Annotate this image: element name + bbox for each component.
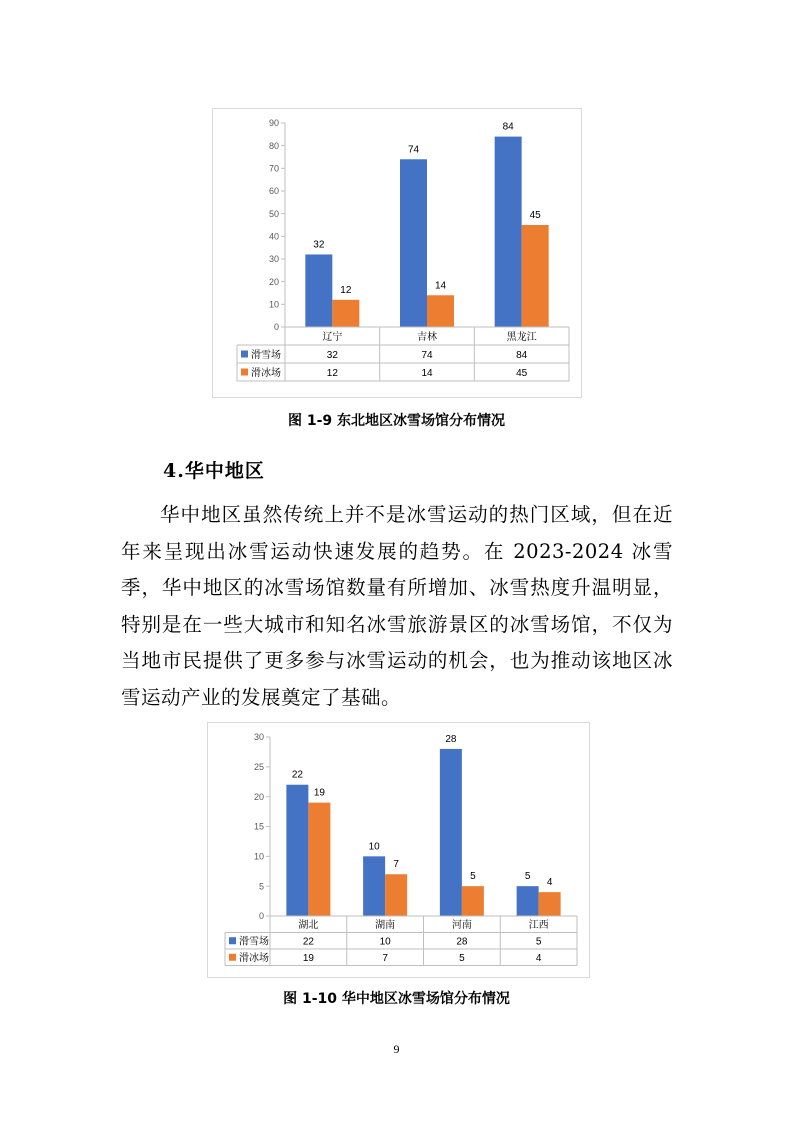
chart1-data-label: 84: [502, 121, 514, 133]
chart2-category-label: 江西: [528, 919, 549, 931]
chart2-bar-ski: [517, 886, 539, 916]
chart2-data-label: 4: [546, 877, 553, 889]
chart2-data-label: 28: [445, 733, 457, 745]
chart1-y-tick-label: 30: [268, 254, 279, 265]
chart-northeast-caption: 图 1-9 东北地区冰雪场馆分布情况: [287, 413, 506, 429]
chart1-bar-skate: [332, 300, 359, 327]
chart2-table-value: 10: [379, 936, 391, 948]
chart2-category-label: 湖北: [298, 919, 319, 931]
chart-northeast-svg: [213, 109, 581, 397]
chart1-table-value: 12: [326, 367, 338, 379]
chart1-y-tick-label: 70: [268, 163, 279, 174]
chart1-legend-label: 滑雪场: [251, 349, 281, 361]
section-heading: 4.华中地区: [163, 460, 265, 482]
chart2-table-value: 5: [535, 936, 542, 948]
chart1-table-value: 74: [421, 349, 433, 361]
chart1-data-label: 14: [434, 280, 447, 292]
chart1-y-tick-label: 40: [268, 231, 279, 242]
chart2-data-label: 19: [313, 787, 325, 799]
chart2-table-value: 19: [302, 952, 314, 964]
chart2-table-value: 7: [382, 952, 388, 964]
chart1-table-value: 14: [421, 367, 433, 379]
chart1-data-label: 12: [340, 284, 352, 296]
chart-northeast: [212, 108, 582, 398]
chart2-y-tick-label: 0: [258, 911, 264, 922]
chart2-category-label: 河南: [451, 919, 472, 931]
chart2-bar-skate: [539, 892, 561, 916]
chart1-category-label: 黑龙江: [506, 331, 537, 343]
chart2-data-label: 22: [291, 769, 303, 781]
chart2-legend-key-ski: [229, 937, 236, 944]
chart2-legend-label: 滑冰场: [239, 952, 269, 964]
chart2-bar-skate: [308, 803, 330, 916]
chart1-y-tick-label: 0: [273, 322, 279, 333]
chart1-bar-ski: [305, 254, 332, 327]
chart2-data-label: 5: [524, 871, 531, 883]
chart2-bar-ski: [286, 785, 308, 916]
chart2-y-tick-label: 5: [258, 881, 264, 892]
chart1-legend-label: 滑冰场: [251, 367, 281, 379]
chart1-y-tick-label: 50: [268, 208, 279, 219]
chart2-y-tick-label: 20: [253, 791, 264, 802]
chart1-bar-ski: [495, 137, 522, 327]
chart1-bar-ski: [400, 159, 427, 327]
chart2-y-tick-label: 15: [253, 821, 264, 832]
chart1-y-tick-label: 20: [268, 276, 279, 287]
chart2-legend-label: 滑雪场: [239, 936, 269, 948]
chart2-table-value: 4: [535, 952, 542, 964]
chart1-data-label: 74: [407, 144, 420, 156]
chart2-y-tick-label: 10: [253, 851, 264, 862]
chart2-y-tick-label: 25: [253, 761, 264, 772]
chart2-bar-ski: [440, 749, 462, 916]
chart2-data-label: 5: [470, 871, 476, 883]
page-number: 9: [393, 1042, 400, 1056]
chart1-legend-key-skate: [241, 369, 248, 376]
chart-central-svg: [208, 723, 589, 977]
chart2-bar-ski: [363, 856, 385, 916]
section-paragraph: 华中地区虽然传统上并不是冰雪运动的热门区域，但在近年来呈现出冰雪运动快速发展的趋势。在 2023-2024 冰雪季，华中地区的冰雪场馆数量有所增加、冰雪热度升温明显，特别是在一些大城市和知名冰雪旅游景区的冰雪场馆，不仅为当地市民提供了更多参与冰雪运动的机会，也为推动该地区冰雪运动产业的发展奠定了基础。: [121, 503, 673, 709]
chart1-y-tick-label: 60: [268, 186, 279, 197]
chart2-data-label: 7: [393, 859, 399, 871]
chart2-table-value: 28: [456, 936, 468, 948]
chart1-category-label: 吉林: [417, 331, 437, 343]
chart-central: [207, 722, 590, 978]
chart1-y-tick-label: 80: [268, 140, 279, 151]
chart2-bar-skate: [385, 874, 407, 916]
chart1-bar-skate: [427, 295, 454, 327]
chart2-table-value: 22: [302, 936, 314, 948]
chart1-bar-skate: [522, 225, 549, 327]
chart2-data-label: 10: [368, 841, 380, 853]
chart-central-caption: 图 1-10 华中地区冰雪场馆分布情况: [283, 991, 510, 1007]
chart1-y-tick-label: 10: [268, 299, 279, 310]
chart2-category-label: 湖南: [375, 919, 396, 931]
chart2-y-tick-label: 30: [253, 732, 264, 743]
chart1-table-value: 45: [516, 367, 528, 379]
chart2-bar-skate: [462, 886, 484, 916]
chart1-data-label: 32: [313, 239, 325, 251]
chart1-data-label: 45: [529, 210, 541, 221]
chart1-category-label: 辽宁: [322, 331, 343, 343]
chart2-table-value: 5: [459, 952, 465, 964]
chart1-legend-key-ski: [241, 351, 248, 358]
chart1-table-value: 32: [326, 349, 338, 361]
chart2-legend-key-skate: [229, 954, 236, 961]
chart1-table-value: 84: [516, 349, 528, 361]
chart1-y-tick-label: 90: [268, 118, 279, 129]
